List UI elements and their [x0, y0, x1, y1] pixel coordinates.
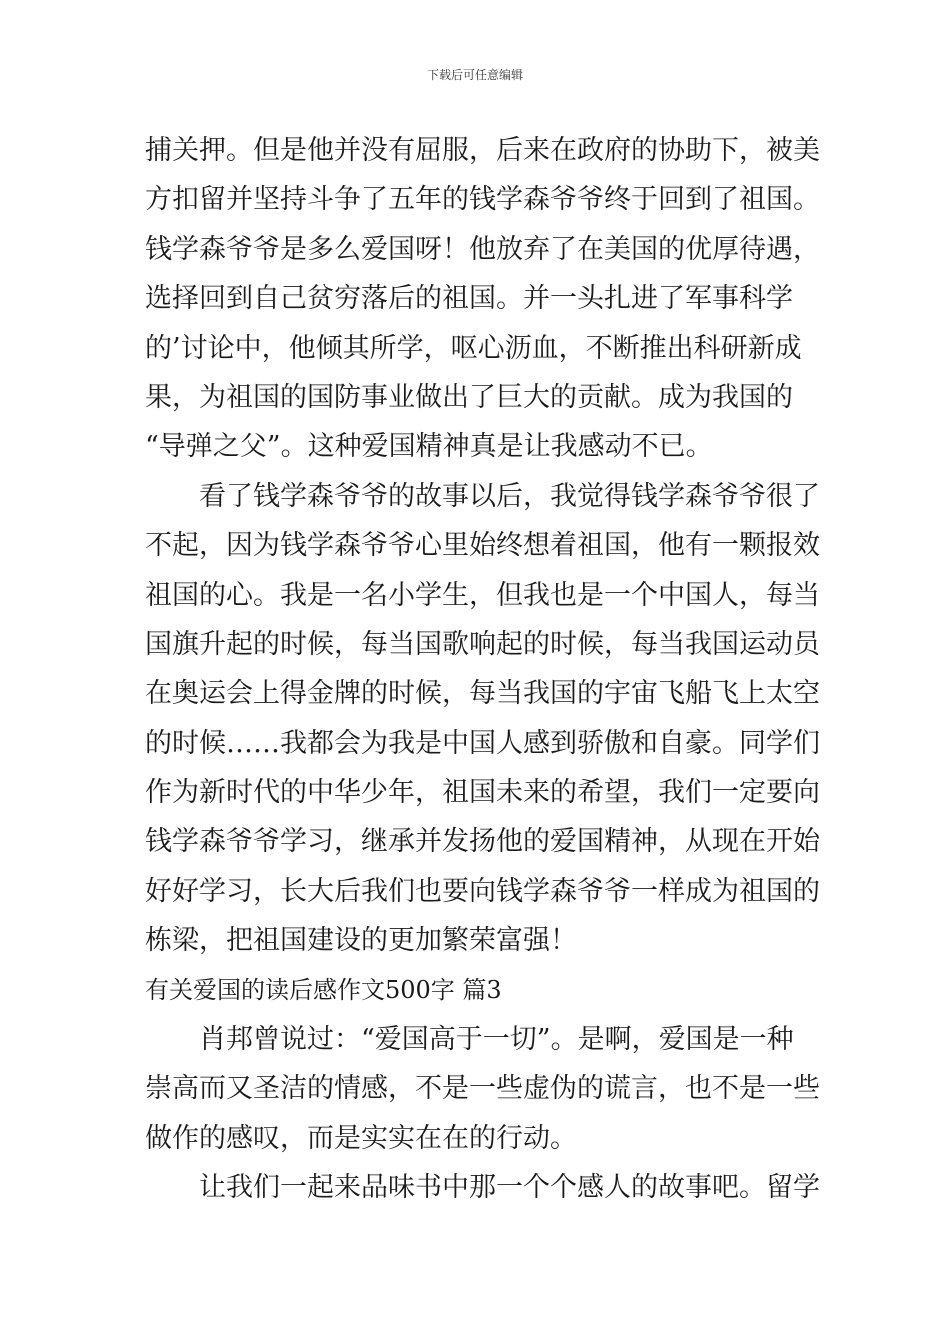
section-heading: 有关爱国的读后感作文500字 篇3	[145, 975, 502, 1004]
text-line: 肖邦曾说过：“爱国高于一切”。是啊，爱国是一种	[199, 1024, 794, 1056]
text-line: 祖国的心。我是一名小学生，但我也是一个中国人，每当	[145, 579, 820, 611]
text-line: 栋梁，把祖国建设的更加繁荣富强！	[145, 925, 577, 957]
text-line: 方扣留并坚持斗争了五年的钱学森爷爷终于回到了祖国。	[145, 184, 820, 216]
text-line: 的时候……我都会为我是中国人感到骄傲和自豪。同学们	[145, 727, 820, 759]
text-line: 国旗升起的时候，每当国歌响起的时候，每当我国运动员	[145, 628, 820, 660]
text-line: 捕关押。但是他并没有屈服，后来在政府的协助下，被美	[145, 135, 820, 166]
page-header: 下载后可任意编辑	[426, 68, 523, 82]
text-line: 钱学森爷爷学习，继承并发扬他的爱国精神，从现在开始	[145, 826, 820, 858]
text-line: 钱学森爷爷是多么爱国呀！他放弃了在美国的优厚待遇，	[145, 233, 820, 265]
text-line: 好好学习，长大后我们也要向钱学森爷爷一样成为祖国的	[145, 875, 820, 907]
text-line: 在奥运会上得金牌的时候，每当我国的宇宙飞船飞上太空	[145, 678, 820, 710]
text-line: 果，为祖国的国防事业做出了巨大的贡献。成为我国的	[145, 381, 793, 413]
text-line: 看了钱学森爷爷的故事以后，我觉得钱学森爷爷很了	[199, 480, 820, 512]
text-line: 做作的感叹，而是实实在在的行动。	[145, 1122, 577, 1154]
text-line: 作为新时代的中华少年，祖国未来的希望，我们一定要向	[145, 777, 820, 809]
text-line: 让我们一起来品味书中那一个个感人的故事吧。留学	[199, 1172, 820, 1204]
text-line: 崇高而又圣洁的情感，不是一些虚伪的谎言，也不是一些	[145, 1073, 820, 1105]
document-body	[145, 126, 820, 1213]
text-line: 选择回到自己贫穷落后的祖国。并一头扎进了军事科学	[145, 283, 793, 315]
text-line: “导弹之父”。这种爱国精神真是让我感动不已。	[145, 431, 713, 463]
text-line: 的’讨论中，他倾其所学，呕心沥血，不断推出科研新成	[145, 332, 802, 364]
text-line: 不起，因为钱学森爷爷心里始终想着祖国，他有一颗报效	[145, 530, 820, 562]
